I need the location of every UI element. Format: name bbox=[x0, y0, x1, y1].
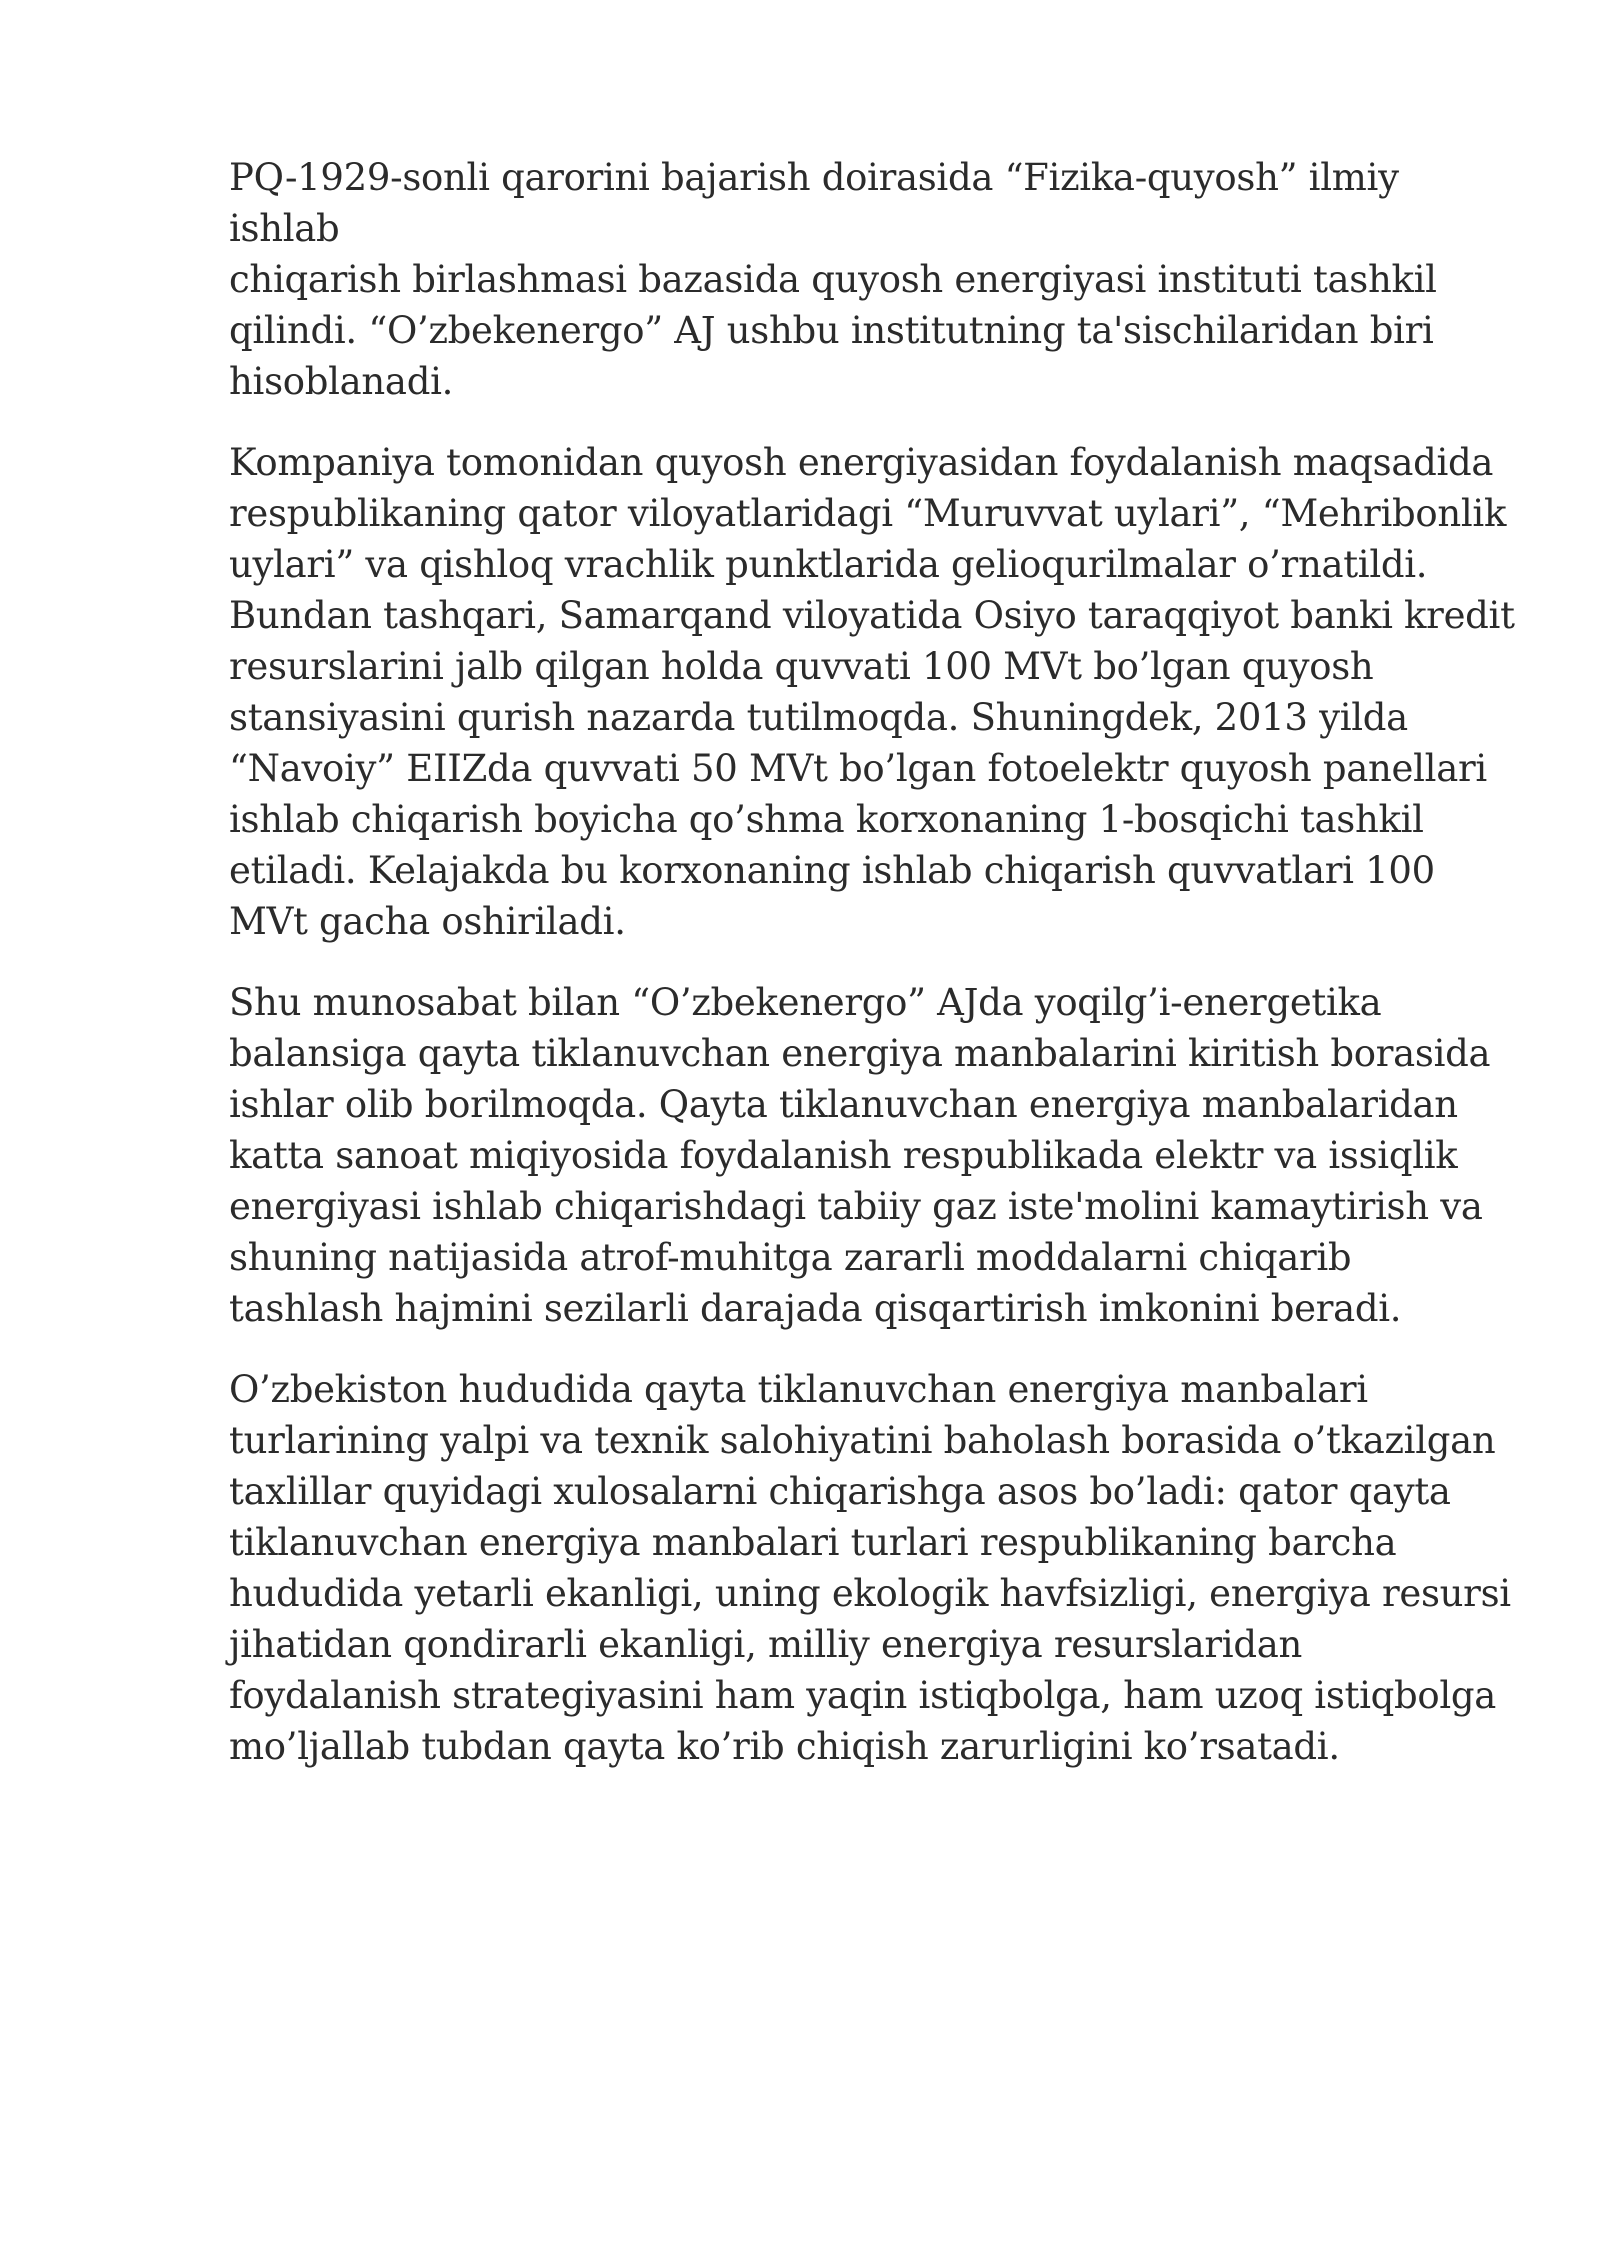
paragraph-2: Kompaniya tomonidan quyosh energiyasidan foydalanish maqsadida respublikaning qator viloyatlaridagi “Muruvvat uylari”, “Mehribonlik uylari” va qishloq vrachlik punktlarida gelioqurilmalar o’rnatildi. Bundan tashqari, Samarqand viloyatida Osiyo taraqqiyot banki kredit resurslarini jalb qilgan holda quvvati 100 MVt bo’lgan quyosh stansiyasini qurish nazarda tutilmoqda. Shuningdek, 2013 yilda “Navoiy” EIIZda quvvati 50 MVt bo’lgan fotoelektr quyosh panellari ishlab chiqarish boyicha qo’shma korxonaning 1-bosqichi tashkil etiladi. Kelajakda bu korxonaning ishlab chiqarish quvvatlari 100 MVt gacha oshiriladi. bbox=[229, 441, 1515, 943]
document-body bbox=[229, 152, 1519, 1802]
paragraph-1: PQ-1929-sonli qarorini bajarish doirasida “Fizika-quyosh” ilmiy ishlab chiqarish birlashmasi bazasida quyosh energiyasi instituti tashkil qilindi. “O’zbekenergo” AJ ushbu institutning ta'sischilaridan biri hisoblanadi. bbox=[229, 156, 1437, 403]
paragraph-3: Shu munosabat bilan “O’zbekenergo” AJda yoqilg’i-energetika balansiga qayta tiklanuvchan energiya manbalarini kiritish borasida ishlar olib borilmoqda. Qayta tiklanuvchan energiya manbalaridan katta sanoat miqiyosida foydalanish respublikada elektr va issiqlik energiyasi ishlab chiqarishdagi tabiiy gaz iste'molini kamaytirish va shuning natijasida atrof-muhitga zararli moddalarni chiqarib tashlash hajmini sezilarli darajada qisqartirish imkonini beradi. bbox=[229, 981, 1491, 1330]
paragraph-4: O’zbekiston hududida qayta tiklanuvchan energiya manbalari turlarining yalpi va texnik salohiyatini baholash borasida o’tkazilgan taxlillar quyidagi xulosalarni chiqarishga asos bo’ladi: qator qayta tiklanuvchan energiya manbalari turlari respublikaning barcha hududida yetarli ekanligi, uning ekologik havfsizligi, energiya resursi jihatidan qondirarli ekanligi, milliy energiya resurslaridan foydalanish strategiyasini ham yaqin istiqbolga, ham uzoq istiqbolga mo’ljallab tubdan qayta ko’rib chiqish zarurligini ko’rsatadi. bbox=[229, 1368, 1511, 1768]
